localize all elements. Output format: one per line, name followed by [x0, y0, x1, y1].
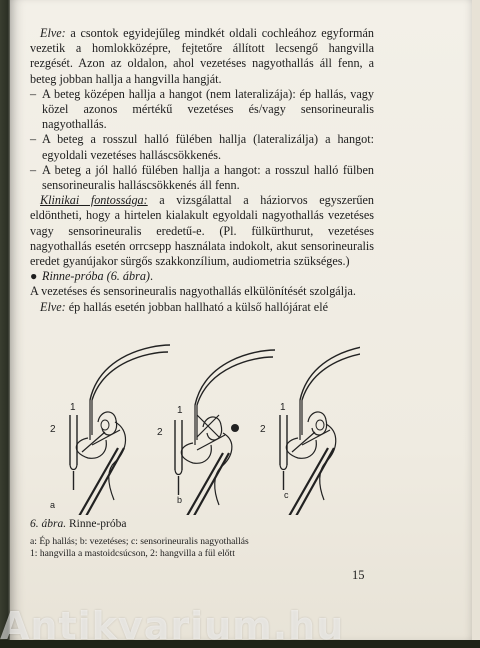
paragraph-rinne-principle	[30, 300, 374, 315]
legend-line: 1: hangvilla a mastoidcsúcson, 2: hangvilla a fül előtt	[30, 548, 235, 560]
dash-marker: –	[30, 86, 37, 101]
list-item	[30, 163, 374, 193]
dash-marker: –	[30, 132, 37, 147]
label-lower: 1	[70, 402, 76, 413]
label-elve-1: Elve:	[40, 26, 66, 40]
body-text	[30, 26, 374, 315]
label-upper: 2	[50, 424, 56, 435]
panel-letter: c	[284, 490, 289, 500]
panel-letter: b	[177, 495, 183, 505]
rinne-figure	[30, 340, 360, 515]
watermark: Antikvarium.hu	[0, 604, 345, 648]
panel-letter: a	[50, 500, 56, 510]
list-item-text: A beteg a rosszul halló fülében hallja (lateralizálja) a hangot: egyoldali vezetéses halláscsökkenés.	[42, 132, 374, 162]
label-klinikai: Klinikai fontossága:	[40, 193, 148, 208]
bullet-icon: ●	[30, 269, 38, 284]
paragraph-rinne-desc: A vezetéses és sensorineuralis nagyothallás elkülönítését szolgálja.	[30, 284, 356, 299]
paragraph-clinical	[30, 193, 374, 269]
label-upper: 2	[260, 424, 266, 435]
label-rinne: Rinne-próba (6. ábra)	[42, 269, 150, 284]
heading-rinne	[30, 269, 374, 284]
figure-panel-b	[157, 350, 275, 515]
label-upper: 2	[157, 427, 163, 438]
legend-line: a: Ép hallás; b: vezetéses; c: sensorineuralis nagyothallás	[30, 536, 249, 547]
label-lower: 1	[177, 405, 183, 416]
dash-marker: –	[30, 162, 37, 177]
label-elve-2: Elve:	[40, 299, 66, 314]
list-item	[30, 87, 374, 133]
label-lower: 1	[280, 402, 286, 413]
text-rinne: .	[149, 269, 154, 284]
paragraph-weber-principle	[30, 26, 374, 87]
list-item-text: A beteg a jól halló fülében hallja a hangot: a rosszul halló fülben sensorineuralis halláscsökkenés áll fenn.	[42, 162, 374, 193]
caption-text: Rinne-próba	[66, 518, 127, 530]
figure-legend	[30, 536, 370, 560]
figure-panel-a	[50, 345, 170, 515]
list-item-text: A beteg középen hallja a hangot (nem lateralizája): ép hallás, vagy közel azonos mértékű vezetéses és/vagy sensorineuralis nagyothallás.	[42, 86, 374, 132]
text-elve-2: ép hallás esetén jobban hallható a külső hallójárat elé	[65, 299, 328, 314]
text-klinikai: a vizsgálattal a háziorvos egyszerűen eldöntheti, hogy a hirtelen kialakult egyoldali nagyothallás vezetéses vagy sensorineuralis eredetű-e. (Pl. fülkürthurut, vezetéses nagyothallás esetén orrcsepp használata indokolt, akut sensorineuralis eredet gyanújakor sürgős szakkonzílium, audiometria szükséges.)	[30, 193, 375, 269]
page-number: 15	[352, 568, 365, 582]
list-item	[30, 132, 374, 162]
book-page	[10, 0, 472, 640]
caption-label: 6. ábra.	[30, 518, 67, 530]
figure-panel-c	[260, 345, 360, 515]
figure-caption	[30, 518, 370, 530]
text-elve-1: a csontok egyidejűleg mindkét oldali cochleához egyformán vezetik a homlokközépre, fejtetőre állított lecsengő hangvilla rezgését. Azon az oldalon, ahol vezetéses nagyothallás áll fenn, a beteg jobban hallja a hangvilla hangját.	[30, 26, 374, 86]
